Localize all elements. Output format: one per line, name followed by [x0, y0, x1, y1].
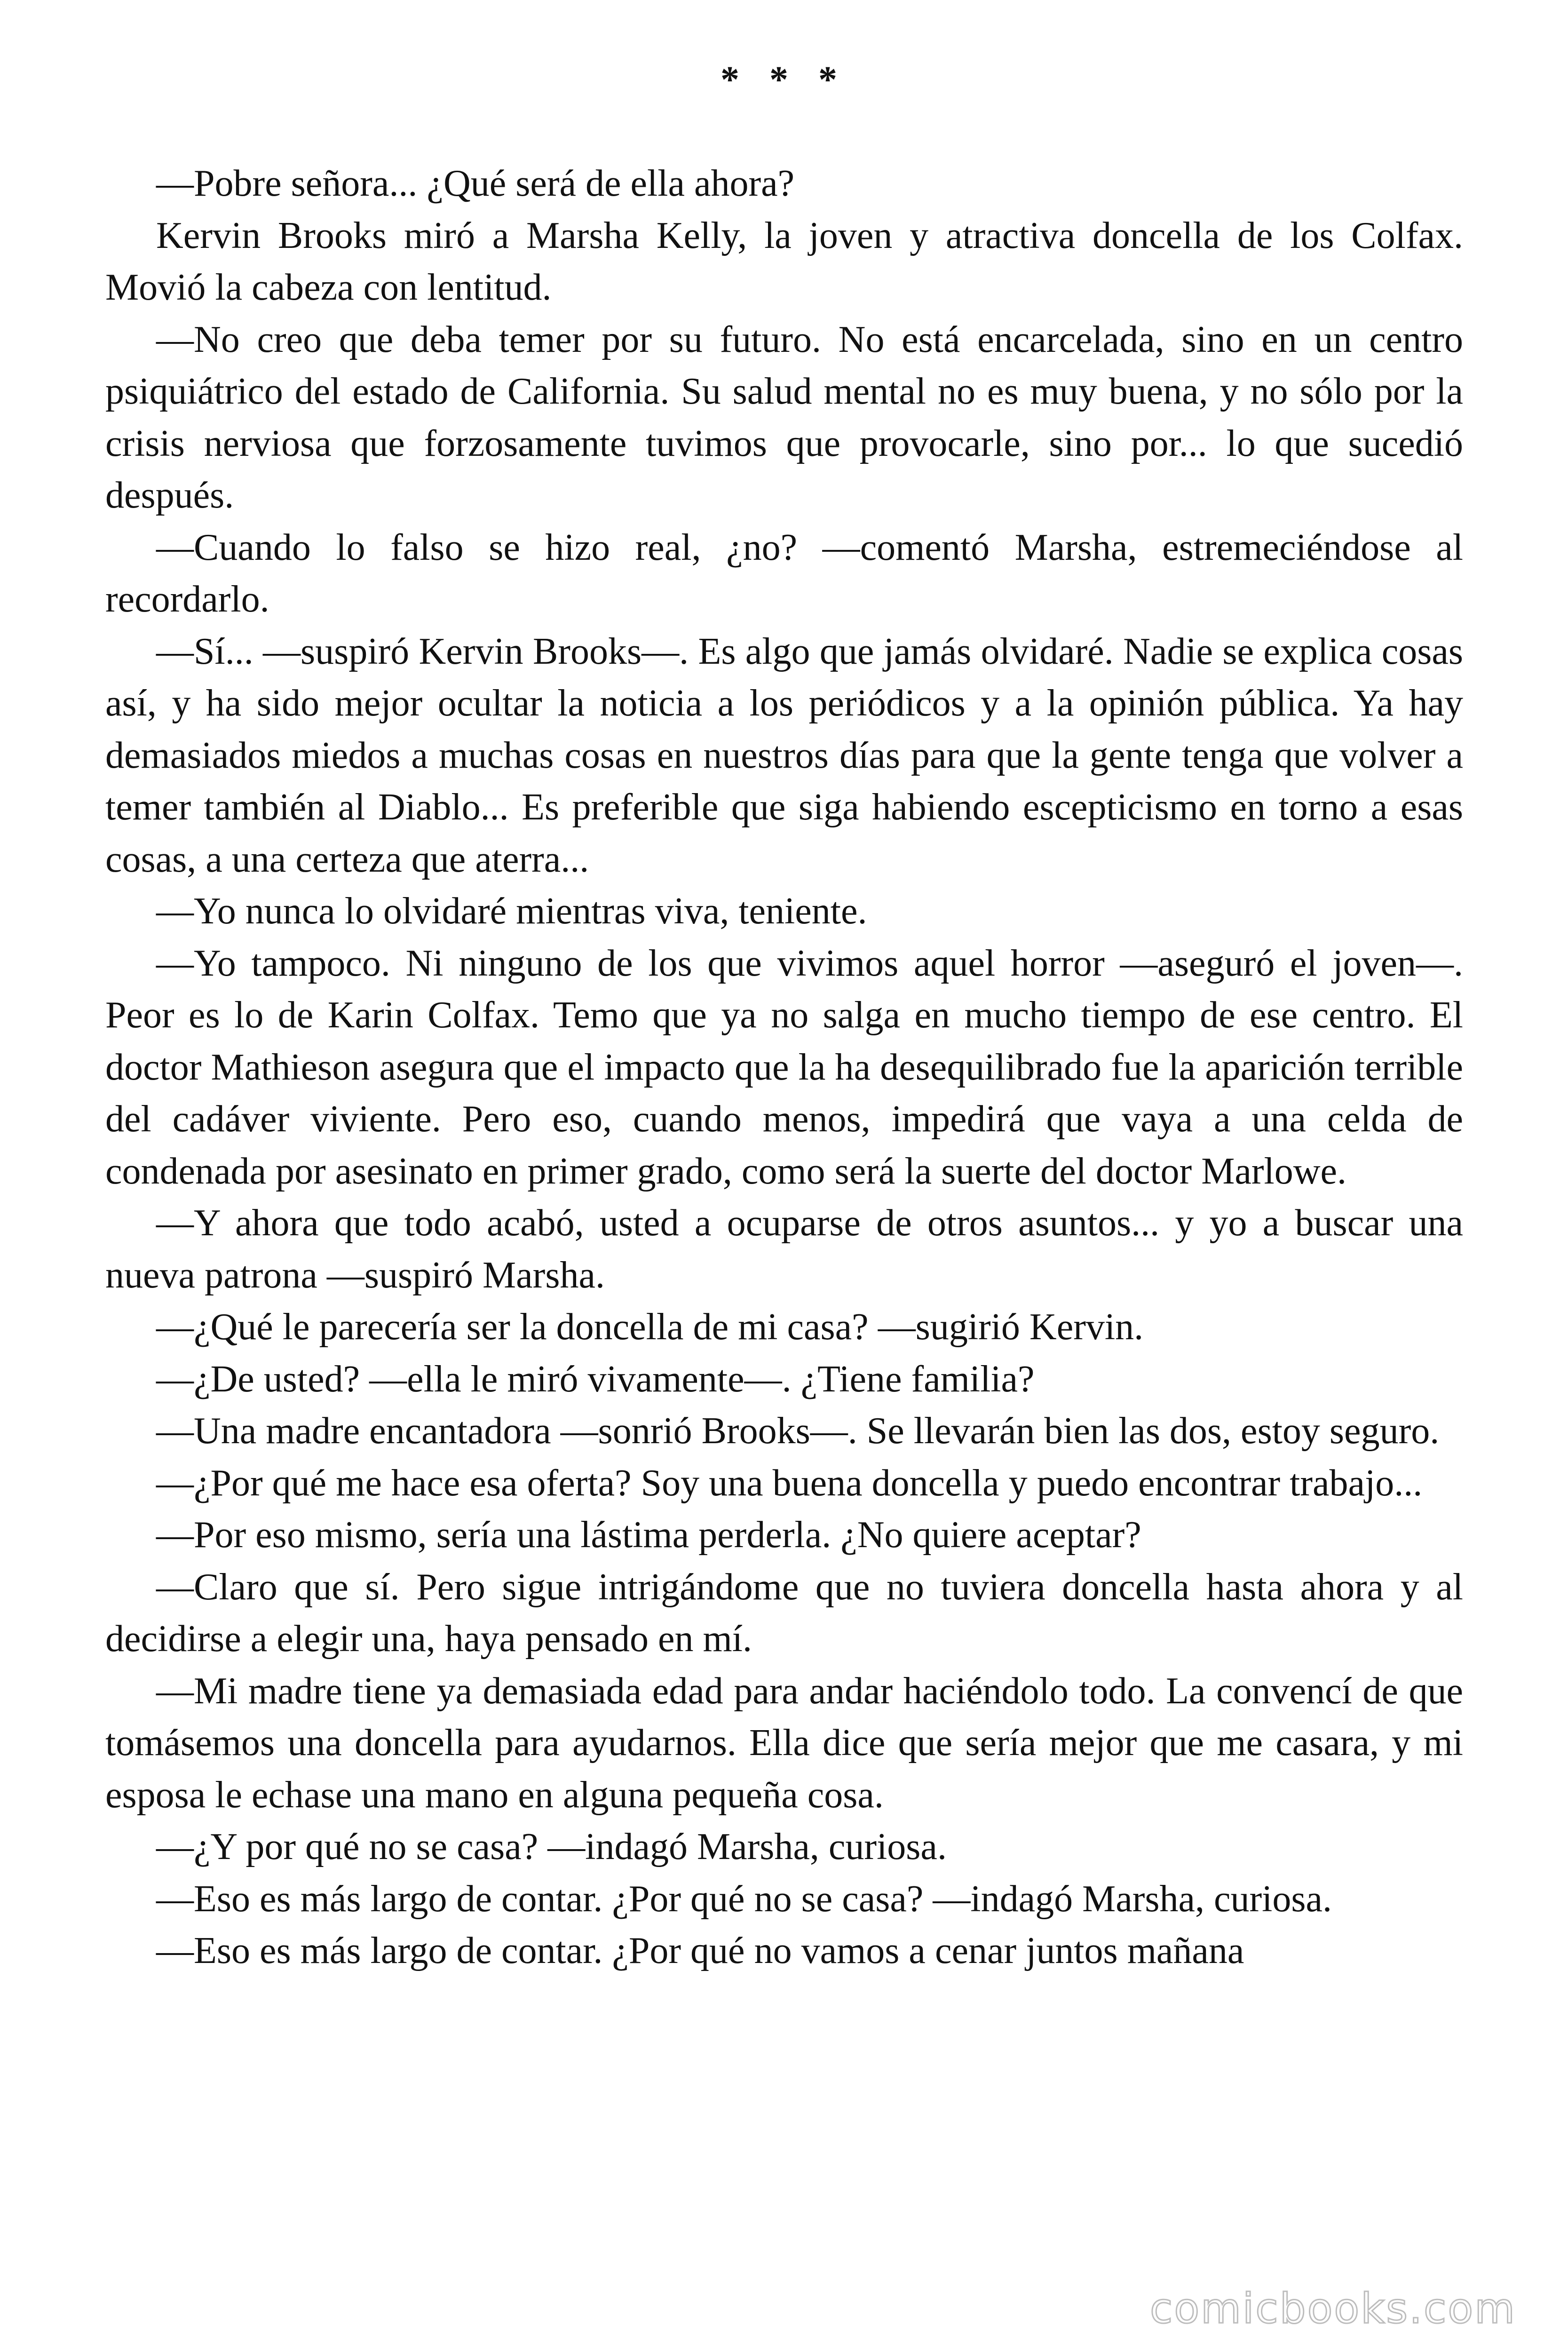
paragraph: —Yo nunca lo olvidaré mientras viva, teniente.: [156, 890, 867, 932]
paragraph: —Por eso mismo, sería una lástima perderla. ¿No quiere aceptar?: [156, 1514, 1141, 1556]
watermark: comicbooks.com: [1149, 2284, 1516, 2333]
paragraph: —Yo tampoco. Ni ninguno de los que vivimos aquel horror —aseguró el joven—. Peor es lo de Karin Colfax. Temo que ya no salga en mucho tiempo de ese centro. El doctor Mathieson asegura que el impacto que la ha desequilibrado fue la aparición terrible del cadáver viviente. Pero eso, cuando menos, impedirá que vaya a una celda de condenada por asesinato en primer grado, como será la suerte del doctor Marlowe.: [105, 942, 1463, 1192]
paragraph: —Eso es más largo de contar. ¿Por qué no vamos a cenar juntos mañana: [156, 1930, 1244, 1971]
paragraph: —Pobre señora... ¿Qué será de ella ahora?: [156, 163, 795, 204]
paragraph: —¿Y por qué no se casa? —indagó Marsha, curiosa.: [156, 1826, 947, 1867]
paragraph: —No creo que deba temer por su futuro. No está encarcelada, sino en un centro psiquiátrico del estado de California. Su salud mental no es muy buena, y no sólo por la crisis nerviosa que forzosamente tuvimos que provocarle, sino por... lo que sucedió después.: [105, 318, 1463, 516]
paragraph: —Una madre encantadora —sonrió Brooks—. Se llevarán bien las dos, estoy seguro.: [156, 1410, 1440, 1452]
paragraph: —¿De usted? —ella le miró vivamente—. ¿Tiene familia?: [156, 1358, 1035, 1400]
paragraph: —Mi madre tiene ya demasiada edad para andar haciéndolo todo. La convencí de que tomásemos una doncella para ayudarnos. Ella dice que sería mejor que me casara, y mi esposa le echase una mano en alguna pequeña cosa.: [105, 1670, 1463, 1816]
section-separator: * * *: [721, 59, 847, 101]
paragraph: —¿Qué le parecería ser la doncella de mi casa? —sugirió Kervin.: [156, 1306, 1144, 1348]
paragraph: —Cuando lo falso se hizo real, ¿no? —comentó Marsha, estremeciéndose al recordarlo.: [105, 526, 1463, 620]
paragraph: Kervin Brooks miró a Marsha Kelly, la joven y atractiva doncella de los Colfax. Movió la cabeza con lentitud.: [105, 215, 1463, 308]
paragraph: —¿Por qué me hace esa oferta? Soy una buena doncella y puedo encontrar trabajo...: [156, 1462, 1423, 1504]
paragraph: —Y ahora que todo acabó, usted a ocuparse de otros asuntos... y yo a buscar una nueva patrona —suspiró Marsha.: [105, 1202, 1463, 1296]
paragraph: —Sí... —suspiró Kervin Brooks—. Es algo que jamás olvidaré. Nadie se explica cosas así, y ha sido mejor ocultar la noticia a los periódicos y a la opinión pública. Ya hay demasiados miedos a muchas cosas en nuestros días para que la gente tenga que volver a temer también al Diablo... Es preferible que siga habiendo escepticismo en torno a esas cosas, a una certeza que aterra...: [105, 630, 1463, 880]
paragraph: —Eso es más largo de contar. ¿Por qué no se casa? —indagó Marsha, curiosa.: [156, 1878, 1332, 1920]
paragraph: —Claro que sí. Pero sigue intrigándome que no tuviera doncella hasta ahora y al decidirse a elegir una, haya pensado en mí.: [105, 1566, 1463, 1660]
body-text: [105, 158, 1463, 1977]
